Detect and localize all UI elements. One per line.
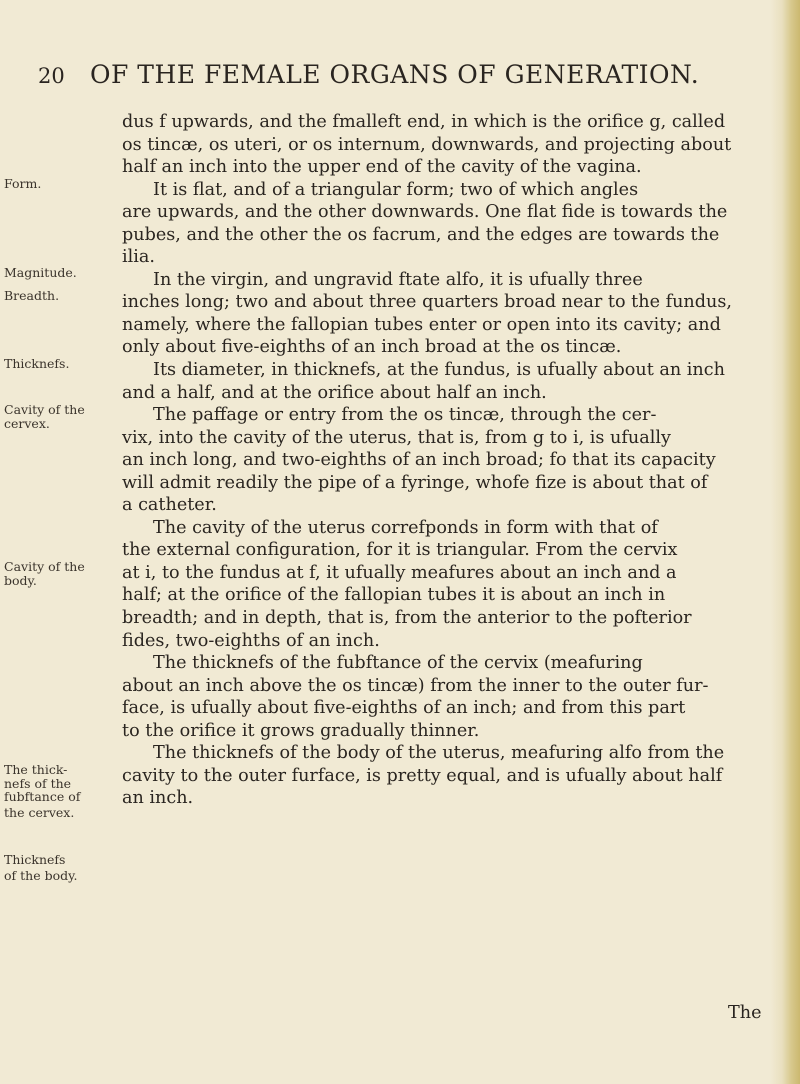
text-line: pubes, and the other the os facrum, and the edges are towards the [122, 224, 720, 245]
text-line: only about five-eighths of an inch broad at the os tincæ. [122, 337, 622, 358]
margin-note-thickbody-line2: of the body. [4, 868, 78, 883]
text-line: are upwards, and the other downwards. One flat fide is towards the [122, 202, 728, 223]
text-line: will admit readily the pipe of a fyringe, whofe fize is about that of [122, 472, 708, 493]
text-line: dus f upwards, and the fmalleft end, in which is the orifice g, called [122, 112, 726, 132]
text-line: the external configuration, for it is triangular. From the cervix [122, 540, 678, 561]
margin-note-thick-line3: fubftance of [4, 789, 81, 804]
text-line: vix, into the cavity of the uterus, that is, from g to i, is ufually [122, 427, 671, 448]
text-line: The thicknefs of the fubftance of the cervix (meafuring [153, 653, 643, 674]
body-text [122, 111, 766, 810]
running-head: OF THE FEMALE ORGANS OF GENERATION. [90, 60, 700, 89]
margin-note-thick-line2: nefs of the [4, 776, 72, 791]
text-line: face, is ufually about five-eighths of an inch; and from this part [122, 698, 686, 719]
margin-note-cavity-cervex-line1: Cavity of the [4, 402, 85, 417]
page-edge-shading [770, 0, 800, 1084]
text-line: at i, to the fundus at f, it ufually meafures about an inch and a [122, 562, 677, 583]
text-line: half; at the orifice of the fallopian tubes it is about an inch in [122, 585, 666, 606]
text-line: The paffage or entry from the os tincæ, through the cer- [153, 405, 657, 426]
text-line: and a half, and at the orifice about half an inch. [122, 382, 547, 403]
text-line: The cavity of the uterus correfponds in form with that of [153, 517, 658, 538]
text-line: In the virgin, and ungravid ftate alfo, it is ufually three [153, 269, 643, 290]
margin-note-breadth: Breadth. [4, 288, 60, 303]
margin-note-cavity-body-line1: Cavity of the [4, 559, 85, 574]
text-line: an inch. [122, 788, 194, 809]
text-line: inches long; two and about three quarters broad near to the fundus, [122, 292, 732, 313]
text-line: to the orifice it grows gradually thinner. [122, 720, 480, 741]
margin-note-thickness: Thicknefs. [4, 356, 70, 371]
text-line: cavity to the outer furface, is pretty equal, and is ufually about half [122, 765, 723, 786]
text-line: It is flat, and of a triangular form; two of which angles [153, 179, 639, 200]
margin-note-cavity-body-line2: body. [4, 573, 37, 588]
text-line: about an inch above the os tincæ) from the inner to the outer fur- [122, 675, 709, 696]
margin-note-magnitude: Magnitude. [4, 265, 77, 280]
margin-note-form: Form. [4, 176, 42, 191]
catchword: The [728, 1003, 762, 1023]
text-line: an inch long, and two-eighths of an inch broad; fo that its capacity [122, 450, 716, 471]
text-line: a catheter. [122, 495, 217, 516]
text-line: namely, where the fallopian tubes enter or open into its cavity; and [122, 314, 721, 335]
text-line: fides, two-eighths of an inch. [122, 630, 380, 651]
page-number: 20 [38, 64, 65, 88]
text-line: half an inch into the upper end of the cavity of the vagina. [122, 157, 642, 178]
page-header [0, 60, 780, 96]
text-line: os tincæ, os uteri, or os internum, downwards, and projecting about [122, 134, 732, 155]
text-line: breadth; and in depth, that is, from the anterior to the pofterior [122, 608, 692, 629]
margin-note-thick-line4: the cervex. [4, 805, 75, 820]
text-line: ilia. [122, 247, 155, 268]
text-line: Its diameter, in thicknefs, at the fundus, is ufually about an inch [153, 360, 725, 381]
margin-note-cavity-cervex-line2: cervex. [4, 416, 50, 431]
margin-note-thickbody-line1: Thicknefs [4, 852, 66, 867]
margin-note-thick-line1: The thick- [4, 762, 68, 777]
text-line: The thicknefs of the body of the uterus, meafuring alfo from the [153, 743, 725, 764]
